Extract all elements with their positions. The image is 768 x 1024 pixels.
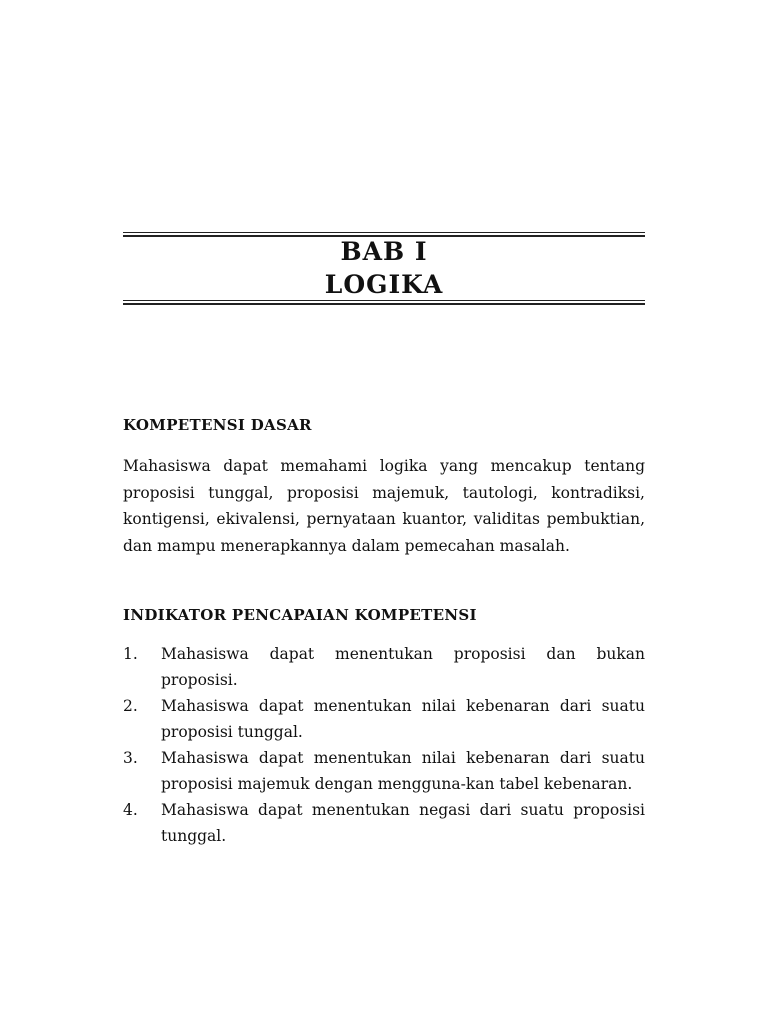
chapter-title: LOGIKA bbox=[324, 270, 444, 299]
list-item-text: Mahasiswa dapat menentukan nilai kebenaran dari suatu proposisi tunggal. bbox=[161, 697, 645, 741]
list-item-number: 3. bbox=[123, 749, 138, 767]
indikator-list bbox=[123, 641, 645, 849]
list-item bbox=[123, 745, 645, 797]
chapter-number: BAB I bbox=[340, 237, 428, 266]
kompetensi-dasar-paragraph: Mahasiswa dapat memahami logika yang mencakup tentang proposisi tunggal, proposisi majemuk, tautologi, kontradiksi, kontigensi, ekivalensi, pernyataan kuantor, validitas pembuktian, dan mampu menerapkannya dalam pemecahan masalah. bbox=[123, 457, 645, 555]
indikator-heading: INDIKATOR PENCAPAIAN KOMPETENSI bbox=[123, 606, 477, 624]
list-item-text: Mahasiswa dapat menentukan negasi dari suatu proposisi tunggal. bbox=[161, 801, 645, 845]
list-item-number: 2. bbox=[123, 697, 138, 715]
list-item-text: Mahasiswa dapat menentukan proposisi dan bukan proposisi. bbox=[161, 645, 645, 689]
chapter-bottom-rule bbox=[123, 300, 645, 305]
list-item-number: 1. bbox=[123, 645, 138, 663]
list-item bbox=[123, 797, 645, 849]
kompetensi-dasar-heading: KOMPETENSI DASAR bbox=[123, 416, 312, 434]
list-item bbox=[123, 693, 645, 745]
list-item-text: Mahasiswa dapat menentukan nilai kebenaran dari suatu proposisi majemuk dengan mengguna-kan tabel kebenaran. bbox=[161, 749, 645, 793]
list-item bbox=[123, 641, 645, 693]
list-item-number: 4. bbox=[123, 801, 138, 819]
